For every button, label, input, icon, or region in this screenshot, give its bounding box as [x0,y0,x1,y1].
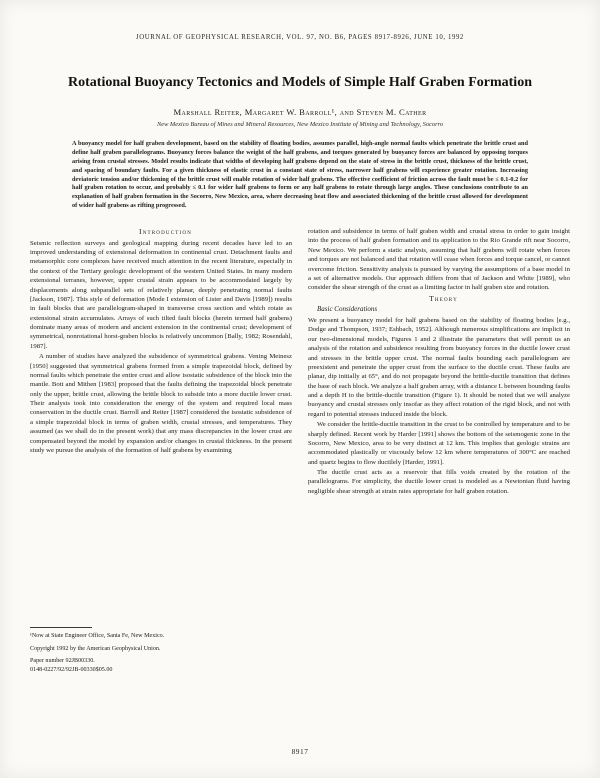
subsection-basic-considerations: Basic Considerations [317,305,378,314]
intro-paragraph-2: A number of studies have analyzed the subsidence of symmetrical grabens. Vening Meinesz [1950] suggested that symmetrical grabens formed from a simple trapezoidal block, defined by normal faults which penetrate the entire crust and allow isostatic subsidence of the block into the mantle. Bott and Mithen [1983] proposed that the faults defining the trapezoidal block penetrate only the upper, brittle crust, allowing the brittle block to subside into a more ductile lower crust. Their analysis took into consideration the energy of the system and required local mass conservation in the ductile crust. Barroll and Reiter [1987] considered the isostatic subsidence of a simple trapezoidal block in terms of graben width, crustal stresses, and temperatures. They assumed (as we shall do in the present work) that any mass discrepancies in the lower crust are compensated beyond the model by expansion and/or changes in crustal thickness. In the present study we pursue the analysis of the formation of half grabens by examining [30,353,292,454]
footnote-rule [30,627,92,628]
two-column-body [30,227,570,679]
theory-paragraph-1: We present a buoyancy model for half grabens based on the stability of floating bodies [e.g., Dodge and Thompson, 1937; Eshbach, 1952]. Although numerous simplifications are implicit in our two-dimensional models, Figures 1 and 2 illustrate the parameters that will permit us an analysis of the rotation and subsidence resulting from buoyancy forces in the ductile lower crust and stresses in the brittle upper crust. The normal faults bounding each parallelogram are preexistent and penetrate the upper crust from the surface to the ductile crust. These faults are planar, dip initially at 65°, and do not propagate beyond the brittle-ductile transition that defines the base of each block. We analyze a half graben array, with a distance L between bounding faults and a depth H to the brittle-ductile transition (Figure 1). It should be noted that we will analyze buoyancy and crustal stresses only insofar as they affect rotation of the rigid block, and not with regard to potential stresses induced inside the block. [308,317,570,418]
section-heading-introduction: Introduction [138,227,193,236]
intro-paragraph-1: Seismic reflection surveys and geological mapping during recent decades have led to an improved understanding of extensional deformation in continental crust. Detachment faults and metamorphic core complexes have received much attention in the recent literature, especially in the context of the Tertiary geologic development of the western United States. In many modern extensional terranes, however, upper crustal strain appears to be accommodated largely by displacements along subparallel sets of relatively planar, deeply penetrating normal faults [Jackson, 1987]. This style of deformation (Mode I extension of Lister and Davis [1989]) results in fault blocks that are parallelogram-shaped in transverse cross section and which rotate as extensional strain accumulates. Arrays of such tilted fault blocks (herein termed half grabens) dominate many areas of modern and ancient extension in the continental crust; development of symmetrical, nonrotational horst-graben blocks is relatively uncommon [Bally, 1982; Rosendahl, 1987]. [30,239,292,350]
issn-line: 0148-0227/92/92JB-00330$05.00 [30,667,113,674]
footnote-block [30,627,292,679]
right-column [308,227,570,679]
author-footnote: ¹Now at State Engineer Office, Santa Fe, New Mexico. [30,632,165,639]
left-column [30,227,292,679]
section-heading-theory: Theory [429,293,458,303]
authors-line: Marshall Reiter, Margaret W. Barroll¹, and Steven M. Cather [173,107,427,117]
affiliation-line: New Mexico Bureau of Mines and Mineral Resources, New Mexico Institute of Mining and Technology, Socorro [156,121,444,128]
abstract-text: A buoyancy model for half graben development, based on the stability of floating bodies, assumes parallel, high-angle normal faults which penetrate the brittle crust and define half graben parallelograms. Buoyancy forces balance the weight of the half grabens, and torques generated by buoyancy forces are balanced by opposing torques arising from crustal stresses. Model results indicate that widths of developing half grabens depend on the state of stress in the brittle crust, thickness of the brittle crust, and spacing of boundary faults. For a given thickness of elastic crust in a constant state of stress, narrower half grabens will experience greater rotation. Increasing deviatoric tension and/or thickening of the brittle crust will enable rotation of wider half grabens. The effective coefficient of friction across the fault must be ≤ 0.1-0.2 for half graben rotation to occur, and probably ≤ 0.1 for wider half grabens to form or any half grabens to rotate through large angles. These conclusions contribute to an explanation of half graben formation in the Socorro, New Mexico, area, where decreasing heat flow and associated thickening of the brittle crust allowed for development of wider half grabens as rifting progressed. [72,140,528,210]
page-number: 8917 [291,747,309,756]
copyright-line: Copyright 1992 by the American Geophysical Union. [30,645,161,652]
paper-number-block [30,657,292,675]
theory-paragraph-3: The ductile crust acts as a reservoir that fills voids created by the rotation of the parallelograms. For simplicity, the ductile lower crust is modeled as a Newtonian fluid having negligible shear strength at strain rates appropriate for half graben rotation. [308,469,570,495]
paper-title: Rotational Buoyancy Tectonics and Models of Simple Half Graben Formation [68,75,532,90]
intro-continuation-paragraph: rotation and subsidence in terms of half graben width and crustal stress in order to gain insight into the process of half graben formation and its application to the Rio Grande rift near Socorro, New Mexico. We perform a static analysis, assuming that half grabens will rotate when forces and torques are not balanced and that rotation will cease when forces and torque cancel, or cannot overcome friction. Sensitivity analysis is pursued by varying the assumptions of a base model in a set of alternative models. Our approach differs from that of Jackson and White [1989], who consider the shear strength of the crust as a limiting factor in half graben size and rotation. [308,228,570,292]
theory-paragraph-2: We consider the brittle-ductile transition in the crust to be controlled by temperature and to be sharply defined. Recent work by Harder [1991] shows the bottom of the seismogenic zone in the Socorro, New Mexico, area to be very distinct at 12 km. This implies that geologic strains are accommodated plastically or viscously below 12 km where temperatures of 300°C are reached and quartz begins to flow ductilely [Harder, 1991]. [308,421,570,466]
paper-number-line: Paper number 92JB00330. [30,658,95,665]
journal-header: JOURNAL OF GEOPHYSICAL RESEARCH, VOL. 97, NO. B6, PAGES 8917-8926, JUNE 10, 1992 [136,34,464,41]
